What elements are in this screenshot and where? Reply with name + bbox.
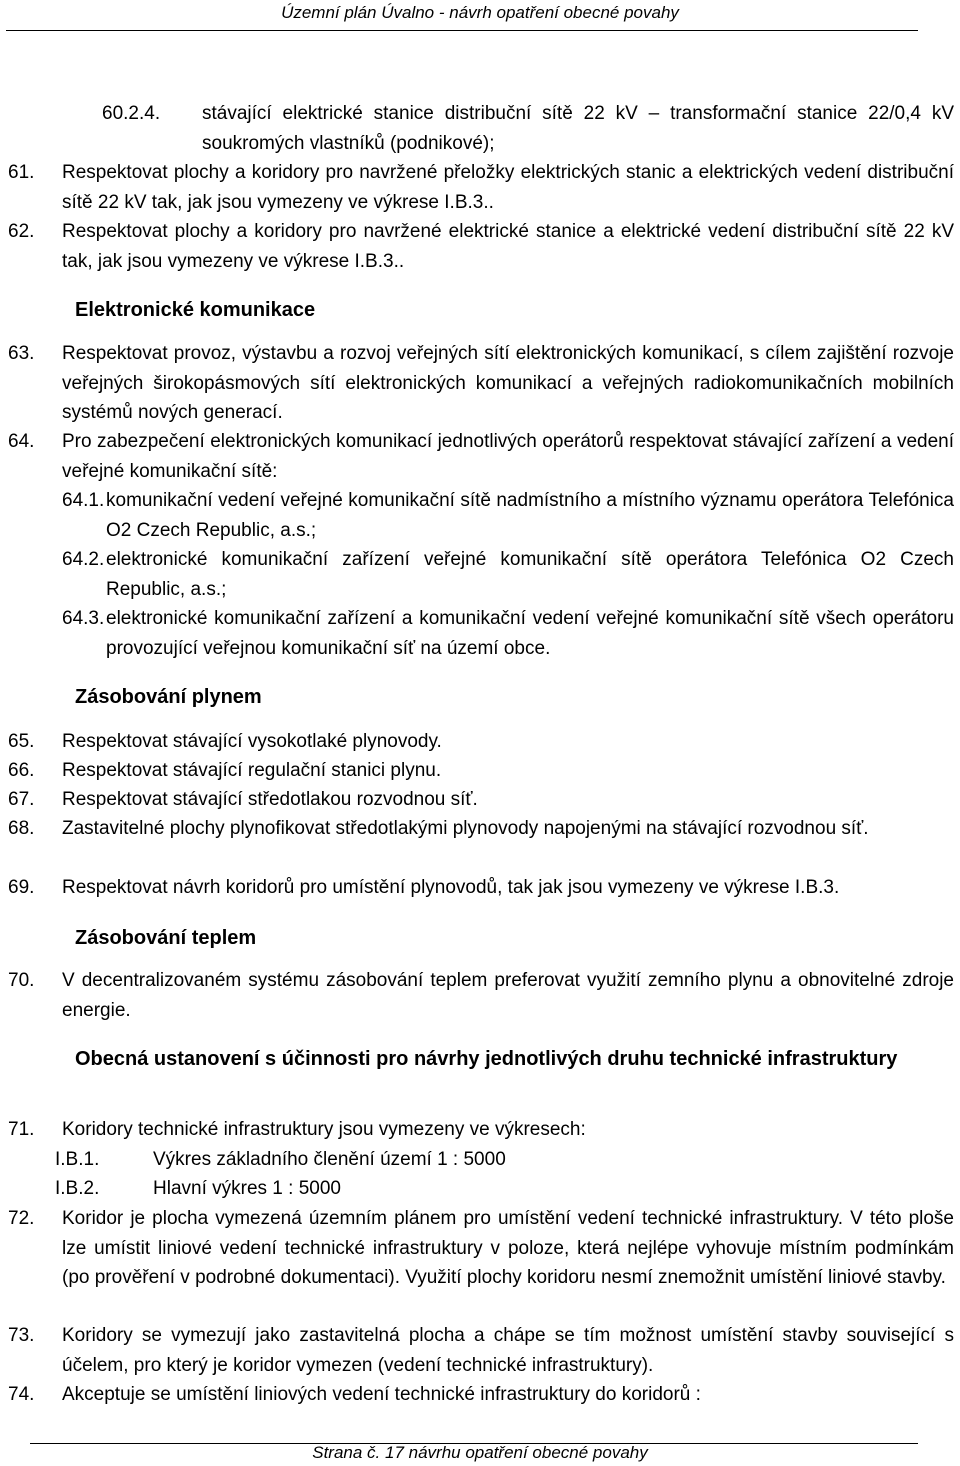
item-text: Respektovat stávající středotlakou rozvodnou síť. <box>62 789 478 810</box>
page-footer: Strana č. 17 návrhu opatření obecné povahy <box>312 1443 648 1462</box>
item-number: 60.2.4. <box>102 103 161 124</box>
item-text: Respektovat plochy a koridory pro navržené přeložky elektrických stanic a elektrických vedení distribuční sítě 22 kV tak, jak jsou vymezeny ve výkrese I.B.3.. <box>62 162 954 213</box>
item-text: Respektovat návrh koridorů pro umístění plynovodů, tak jak jsou vymezeny ve výkrese I.B.3. <box>62 877 840 898</box>
item-text: Respektovat stávající vysokotlaké plynovody. <box>62 731 442 752</box>
drawing-code: I.B.1. <box>55 1149 100 1170</box>
item-text: elektronické komunikační zařízení veřejné komunikační sítě operátora Telefónica O2 Czech Republic, a.s.; <box>106 549 954 600</box>
item-number: 72. <box>8 1208 35 1229</box>
drawing-title: Výkres základního členění území 1 : 5000 <box>153 1149 506 1170</box>
item-number: 73. <box>8 1325 35 1346</box>
item-number: 64.1. <box>62 490 105 511</box>
item-text: Respektovat stávající regulační stanici plynu. <box>62 760 442 781</box>
item-number: 71. <box>8 1119 35 1140</box>
section-heading-obecna-ustanoveni: Obecná ustanovení s účinnosti pro návrhy jednotlivých druhu technické infrastruktury <box>75 1048 898 1070</box>
item-text: V decentralizovaném systému zásobování teplem preferovat využití zemního plynu a obnovitelné zdroje energie. <box>62 970 954 1021</box>
item-text: Respektovat plochy a koridory pro navržené elektrické stanice a elektrické vedení distribuční sítě 22 kV tak, jak jsou vymezeny ve výkrese I.B.3.. <box>62 221 954 272</box>
item-number: 64.3. <box>62 608 105 629</box>
section-heading-zasobovani-plynem: Zásobování plynem <box>75 686 262 708</box>
item-number: 64. <box>8 431 35 452</box>
drawing-title: Hlavní výkres 1 : 5000 <box>153 1178 341 1199</box>
item-text: elektronické komunikační zařízení a komunikační vedení veřejné komunikační sítě všech operátoru provozující veřejnou komunikační síť na území obce. <box>106 608 954 659</box>
item-number: 70. <box>8 970 35 991</box>
section-heading-zasobovani-teplem: Zásobování teplem <box>75 927 257 949</box>
item-number: 62. <box>8 221 35 242</box>
drawing-code: I.B.2. <box>55 1178 100 1199</box>
page-header: Územní plán Úvalno - návrh opatření obecné povahy <box>281 3 679 22</box>
item-number: 61. <box>8 162 35 183</box>
item-number: 66. <box>8 760 35 781</box>
item-number: 65. <box>8 731 35 752</box>
item-text: stávající elektrické stanice distribuční sítě 22 kV – transformační stanice 22/0,4 kV soukromých vlastníků (podnikové); <box>202 103 954 154</box>
item-text: komunikační vedení veřejné komunikační sítě nadmístního a místního významu operátora Telefónica O2 Czech Republic, a.s.; <box>106 490 954 541</box>
item-text: Zastavitelné plochy plynofikovat středotlakými plynovody napojenými na stávající rozvodnou síť. <box>62 818 869 839</box>
item-number: 63. <box>8 343 35 364</box>
section-heading-elektronicke-komunikace: Elektronické komunikace <box>75 299 316 321</box>
item-number: 68. <box>8 818 35 839</box>
item-text: Koridory technické infrastruktury jsou vymezeny ve výkresech: <box>62 1119 586 1140</box>
item-number: 64.2. <box>62 549 105 570</box>
item-number: 69. <box>8 877 35 898</box>
item-number: 67. <box>8 789 35 810</box>
item-text: Respektovat provoz, výstavbu a rozvoj veřejných sítí elektronických komunikací, s cílem zajištění rozvoje veřejných širokopásmových sítí elektronických komunikací a veřejných radiokomunikačních mobilních systémů nových generací. <box>62 343 954 423</box>
header-divider <box>6 30 918 31</box>
item-text: Akceptuje se umístění liniových vedení technické infrastruktury do koridorů : <box>62 1384 701 1405</box>
item-number: 74. <box>8 1384 35 1405</box>
item-text: Koridory se vymezují jako zastavitelná plocha a chápe se tím možnost umístění stavby související s účelem, pro který je koridor vymezen (vedení technické infrastruktury). <box>62 1325 954 1376</box>
item-text: Pro zabezpečení elektronických komunikací jednotlivých operátorů respektovat stávající zařízení a vedení veřejné komunikační sítě: <box>62 431 954 482</box>
item-text: Koridor je plocha vymezená územním plánem pro umístění vedení technické infrastruktury. V této ploše lze umístit liniové vedení technické infrastruktury v poloze, která nejlépe vyhovuje místním podmínkám (po prověření v podrobné dokumentaci). Využití plochy koridoru nesmí znemožnit umístění liniové stavby. <box>62 1208 954 1288</box>
